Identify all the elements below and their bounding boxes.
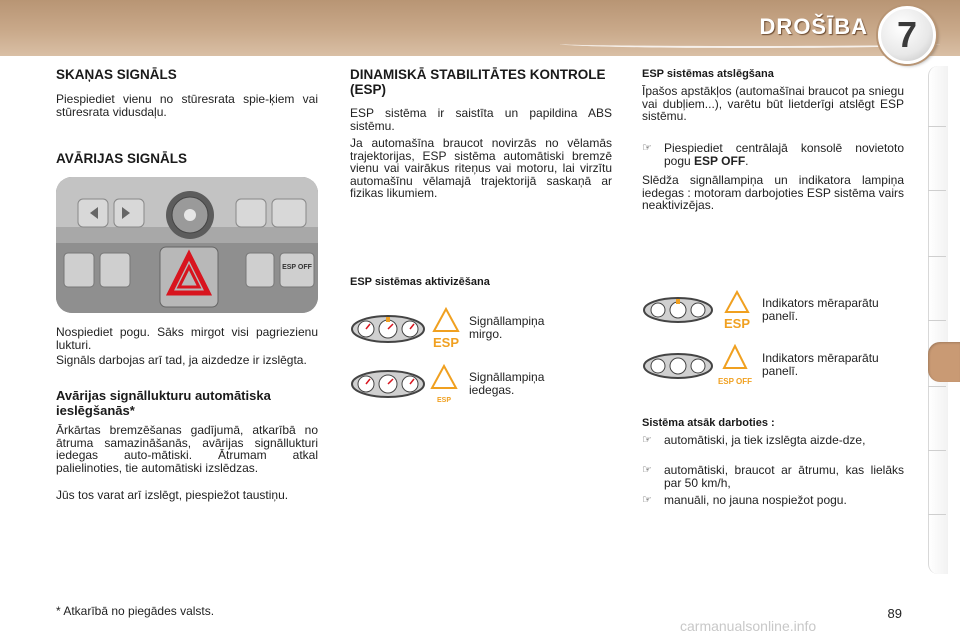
indicator-esp-off-label: ESP OFF [717, 377, 753, 386]
esp-title: DINAMISKĀ STABILITĀTES KONTROLE (ESP) [350, 67, 606, 97]
auto-hazard-text-1: Ārkārtas bremzēšanas gadījumā, atkarībā no ātruma samazināšanās, avārijas signāllukturi iedegas auto-mātiski. Ātrumam atkal palielinoties, tie automātiski izslēdzas. [56, 423, 318, 475]
tab-divider [928, 386, 946, 387]
esp-deactivation-text-1: Īpašos apstākļos (automašīnai braucot pa sniegu vai dubļiem...), varētu būt lietderīgi atslēgt ESP sistēmu. [642, 84, 904, 123]
esp-text-1: ESP sistēma ir saistīta un papildina ABS sistēmu. [350, 106, 612, 133]
tab-divider [928, 450, 946, 451]
tab-divider [928, 514, 946, 515]
hazard-switch-panel-photo [56, 177, 318, 313]
chapter-title: DROŠĪBA [759, 14, 868, 39]
esp-off-bullet [642, 142, 904, 168]
pointing-hand-icon: ☞ [642, 142, 652, 154]
caption-indicator-1: Indikators mēraparātu panelī. [762, 296, 879, 323]
esp-activation-title: ESP sistēmas aktivizēšana [350, 276, 490, 288]
pointing-hand-icon: ☞ [642, 464, 652, 476]
hazard-text-1: Nospiediet pogu. Sāks mirgot visi pagriezienu lukturi. [56, 325, 318, 352]
auto-hazard-title: Avārijas signāllukturu automātiska ieslēgšanās* [56, 388, 271, 418]
caption-lit: Signāllampiņa iedegas. [469, 370, 545, 397]
esp-blinking-indicator-image [350, 305, 470, 351]
panel-esp-off-text: ESP OFF [282, 264, 312, 271]
caption-blinking: Signāllampiņa mirgo. [469, 314, 545, 341]
chapter-number-badge: 7 [878, 6, 936, 64]
esp-off-bullet-text: Piespiediet centrālajā konsolē novietoto pogu ESP OFF. [664, 141, 904, 168]
pointing-hand-icon: ☞ [642, 494, 652, 506]
esp-deactivation-text-2: Slēdža signāllampiņa un indikatora lampiņa iedegas : motoram darbojoties ESP sistēma vairs neaktivizējas. [642, 173, 904, 212]
horn-title: SKAŅAS SIGNĀLS [56, 67, 177, 82]
horn-text: Piespiediet vienu no stūresrata spie-ķiem vai stūresrata vidusdaļu. [56, 92, 318, 119]
tab-divider [928, 126, 946, 127]
pointing-hand-icon: ☞ [642, 434, 652, 446]
esp-panel-indicator-image-2 [642, 344, 758, 390]
footnote: * Atkarībā no piegādes valsts. [56, 604, 215, 618]
esp-lit-indicator-image [350, 362, 470, 408]
tab-divider [928, 256, 946, 257]
esp-warning-label: ESP [432, 335, 460, 350]
page-number: 89 [887, 606, 902, 621]
indicator-esp-label: ESP [723, 316, 751, 331]
esp-deactivation-title: ESP sistēmas atslēgšana [642, 68, 774, 80]
esp-panel-indicator-image-1 [642, 290, 758, 332]
tab-divider [928, 320, 946, 321]
hazard-title: AVĀRIJAS SIGNĀLS [56, 151, 188, 166]
resume-item: ☞ automātiski, braucot ar ātrumu, kas lielāks par 50 km/h, [642, 463, 904, 490]
esp-text-2: Ja automašīna braucot novirzās no vēlamās trajektorijas, ESP sistēma automātiski bremzē vienu vai vairākus riteņus vai motoru, lai virzītu automašīnu vēlamajā trajektorijā saskaņā ar fizikas likumiem. [350, 136, 612, 200]
caption-indicator-2: Indikators mēraparātu panelī. [762, 351, 879, 378]
esp-small-label: ESP [436, 397, 452, 404]
watermark: carmanualsonline.info [680, 618, 817, 634]
resume-item: ☞ manuāli, no jauna nospiežot pogu. [642, 493, 847, 507]
chapter-tab-active[interactable] [928, 342, 960, 382]
tab-divider [928, 190, 946, 191]
resume-item: ☞ automātiski, ja tiek izslēgta aizde-dze, [642, 433, 866, 447]
system-resumes-title: Sistēma atsāk darboties : [642, 417, 775, 429]
chapter-header [0, 0, 960, 56]
auto-hazard-text-2: Jūs tos varat arī izslēgt, piespiežot taustiņu. [56, 488, 289, 502]
hazard-text-2: Signāls darbojas arī tad, ja aizdedze ir izslēgta. [56, 353, 307, 367]
